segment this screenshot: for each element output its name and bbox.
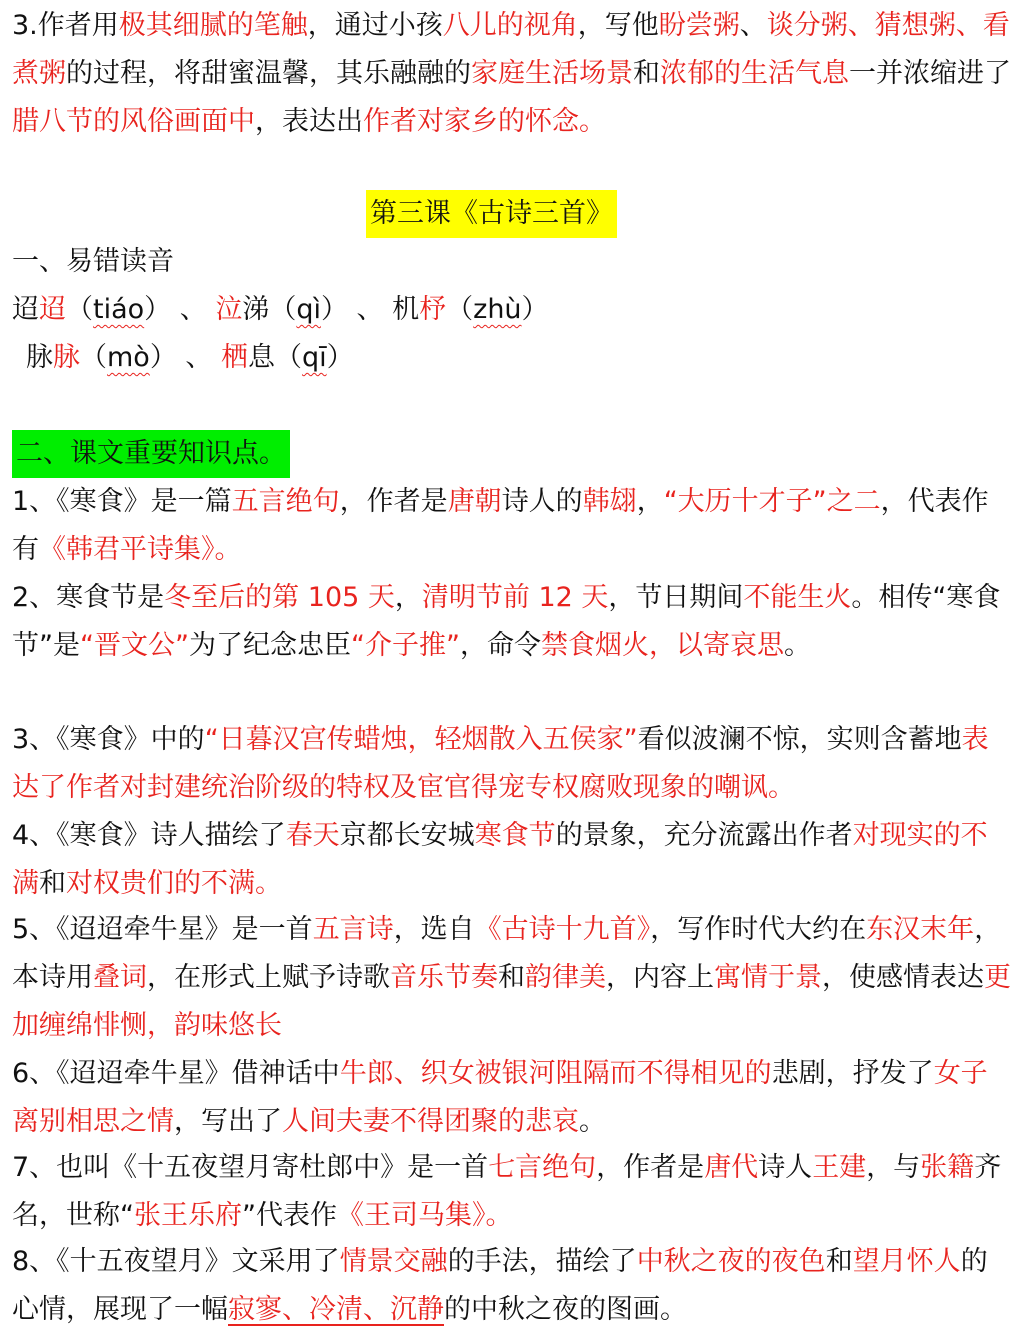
highlighted-text: 腊八节的风俗画面中 — [12, 106, 255, 137]
text-segment: 诗人 — [758, 1152, 813, 1183]
highlighted-text: 牛郎、织女被银河阻隔而不得相见的 — [339, 1058, 772, 1089]
text-segment: 息（ — [248, 342, 302, 373]
text-segment: 的心情，展现了一幅 — [12, 1246, 988, 1325]
highlighted-text: 《王司马集》。 — [337, 1200, 513, 1231]
highlighted-text: 音乐节奏 — [390, 962, 498, 993]
highlighted-text: 不能生火 — [743, 582, 852, 613]
section-title-knowledge: 二、课文重要知识点。 — [12, 430, 290, 478]
text-segment: 3、《寒食》中的 — [12, 724, 205, 755]
text-segment: 6、《迢迢牵牛星》借神话中 — [12, 1058, 340, 1089]
text-segment: 1、《寒食》是一篇 — [12, 486, 232, 517]
text-segment: 看似波澜不惊，实则含蓄地 — [637, 724, 962, 755]
highlighted-text: 禁食烟火，以寄哀思 — [540, 630, 784, 661]
knowledge-item-4 — [12, 812, 1012, 908]
highlighted-text: 极其细腻的笔触 — [118, 10, 308, 41]
text-segment: zhù — [473, 294, 522, 325]
text-segment: ，使感情表达 — [822, 962, 984, 993]
text-segment: 2、寒食节是 — [12, 582, 165, 613]
knowledge-item-2 — [12, 574, 1012, 670]
text-segment: 和 — [633, 58, 660, 89]
text-segment: 齐名，世称“ — [12, 1152, 1002, 1231]
highlighted-text: “日暮汉宫传蜡烛，轻烟散入五侯家” — [204, 724, 638, 755]
highlighted-text: 寓情于景 — [714, 962, 822, 993]
text-segment: ） 、 机 — [320, 294, 420, 325]
text-segment: qī — [302, 342, 327, 373]
text-segment: 的过程，将甜蜜温馨，其乐融融的 — [66, 58, 471, 89]
text-segment: 3.作者用 — [12, 10, 119, 41]
highlighted-text: 浓郁的生活气息 — [660, 58, 849, 89]
highlighted-text: 作者对家乡的怀念。 — [363, 106, 606, 137]
text-segment: tiáo — [93, 294, 145, 325]
text-segment: （ — [446, 294, 474, 325]
text-segment: ，作者是 — [596, 1152, 705, 1183]
text-segment: ） 、 — [149, 342, 221, 373]
text-segment: ，通过小孩 — [307, 10, 443, 41]
text-segment: 和 — [39, 868, 66, 899]
highlighted-text: 五言诗 — [312, 914, 394, 945]
text-segment: ，内容上 — [606, 962, 714, 993]
knowledge-item-8 — [12, 1238, 1012, 1334]
text-segment: 、 — [739, 10, 767, 41]
text-segment: 。相传“寒食节”是 — [12, 582, 1001, 661]
highlighted-text: 叠词 — [93, 962, 147, 993]
text-segment: 一并浓缩进了 — [849, 58, 1011, 89]
highlighted-text: 冬至后的第 105 天 — [164, 582, 395, 613]
highlighted-text: 《古诗十九首》 — [474, 914, 651, 945]
highlighted-text: 清明节前 12 天 — [421, 582, 609, 613]
highlighted-text: 八儿的视角 — [442, 10, 578, 41]
text-segment: ，作者是 — [339, 486, 448, 517]
highlighted-text: 盼尝粥 — [658, 10, 740, 41]
text-segment: 迢 — [12, 294, 39, 325]
highlighted-text: 张籍 — [920, 1152, 975, 1183]
text-segment: ，命令 — [459, 630, 541, 661]
text-segment: 悲剧，抒发了 — [771, 1058, 934, 1089]
text-segment: ，与 — [866, 1152, 921, 1183]
text-segment: ，代表作有 — [12, 486, 989, 565]
highlighted-text: 唐朝 — [447, 486, 502, 517]
highlighted-text: 女子离别相思之情 — [12, 1058, 988, 1137]
highlighted-text: 对权贵们的不满。 — [66, 868, 282, 899]
highlighted-text: 寒食节 — [474, 820, 556, 851]
text-segment: 京都长安城 — [339, 820, 475, 851]
highlighted-text: 脉 — [53, 342, 80, 373]
text-segment: 和 — [498, 962, 525, 993]
highlighted-text: 表达了作者对封建统治阶级的特权及宦官得宠专权腐败现象的嘲讽。 — [12, 724, 989, 803]
highlighted-text: 五言绝句 — [231, 486, 340, 517]
text-segment: 。 — [579, 1106, 606, 1137]
text-segment: 涕（ — [242, 294, 297, 325]
highlighted-text: 人间夫妻不得团聚的悲哀 — [282, 1106, 579, 1137]
highlighted-text: 望月怀人 — [852, 1246, 961, 1277]
highlighted-text: 泣 — [215, 294, 243, 325]
highlighted-text: 东汉末年 — [866, 914, 975, 945]
highlighted-text: 《韩君平诗集》。 — [39, 534, 242, 565]
knowledge-item-3 — [12, 716, 1012, 812]
text-segment: 4、《寒食》诗人描绘了 — [12, 820, 286, 851]
highlighted-text: 中秋之夜的夜色 — [636, 1246, 826, 1277]
text-segment: ，写他 — [577, 10, 659, 41]
text-segment: 的景象，充分流露出作者 — [555, 820, 853, 851]
text-segment: 8、《十五夜望月》文采用了 — [12, 1246, 340, 1277]
text-segment: 和 — [825, 1246, 853, 1277]
text-segment: ，写出了 — [174, 1106, 282, 1137]
text-segment: 的中秋之夜的图画。 — [444, 1294, 687, 1325]
text-segment: ”代表作 — [242, 1200, 337, 1231]
knowledge-item-1 — [12, 478, 1012, 574]
text-segment: （ — [80, 342, 107, 373]
text-segment: ，选自 — [393, 914, 475, 945]
text-segment: ） 、 — [144, 294, 216, 325]
text-segment: ，写作时代大约在 — [650, 914, 867, 945]
text-segment: ，本诗用 — [12, 914, 1002, 993]
text-segment: ，在形式上赋予诗歌 — [147, 962, 390, 993]
highlighted-text: “晋文公” — [80, 630, 189, 661]
text-segment: mò — [107, 342, 150, 373]
highlighted-text: 韵律美 — [525, 962, 606, 993]
pronunciation-line-1 — [12, 286, 549, 334]
highlighted-text: 情景交融 — [339, 1246, 448, 1277]
text-segment: 。 — [783, 630, 811, 661]
knowledge-item-7 — [12, 1144, 1012, 1240]
text-segment: 诗人的 — [501, 486, 583, 517]
highlighted-text: 对现实的不满 — [12, 820, 988, 899]
knowledge-item-6 — [12, 1050, 1012, 1146]
section-title-pronunciation: 一、易错读音 — [12, 246, 174, 277]
highlighted-text: 更加缠绵悱恻，韵味悠长 — [12, 962, 1011, 1041]
text-segment: ， — [394, 582, 422, 613]
text-segment: 7、也叫《十五夜望月寄杜郎中》是一首 — [12, 1152, 489, 1183]
highlighted-text: 迢 — [39, 294, 66, 325]
highlighted-text: 张王乐府 — [134, 1200, 242, 1231]
text-segment: 的手法，描绘了 — [447, 1246, 637, 1277]
highlighted-text: “大历十才子”之二 — [663, 486, 881, 517]
text-segment: ） — [521, 294, 549, 325]
highlighted-text: 寂寥、冷清、沉静 — [228, 1294, 444, 1325]
highlighted-text: “介子推” — [350, 630, 460, 661]
highlighted-text: 七言绝句 — [488, 1152, 597, 1183]
highlighted-text: 王建 — [812, 1152, 867, 1183]
text-segment: （ — [66, 294, 93, 325]
highlighted-text: 栖 — [221, 342, 248, 373]
text-segment: ，节日期间 — [608, 582, 744, 613]
highlighted-text: 谈分粥、猜想粥、看煮粥 — [12, 10, 1010, 89]
text-segment: ， — [636, 486, 664, 517]
text-segment: 为了纪念忠臣 — [188, 630, 351, 661]
text-segment: 脉 — [26, 342, 53, 373]
paragraph-laba-summary — [12, 2, 1012, 146]
text-segment: 5、《迢迢牵牛星》是一首 — [12, 914, 313, 945]
knowledge-item-5 — [12, 906, 1012, 1050]
text-segment: ，表达出 — [255, 106, 363, 137]
highlighted-text: 韩翃 — [582, 486, 637, 517]
lesson-title: 第三课《古诗三首》 — [366, 190, 617, 238]
highlighted-text: 杼 — [419, 294, 447, 325]
pronunciation-line-2 — [26, 334, 354, 382]
text-segment: qì — [296, 294, 321, 325]
highlighted-text: 唐代 — [704, 1152, 759, 1183]
highlighted-text: 春天 — [285, 820, 340, 851]
text-segment: ） — [326, 342, 354, 373]
highlighted-text: 家庭生活场景 — [471, 58, 633, 89]
